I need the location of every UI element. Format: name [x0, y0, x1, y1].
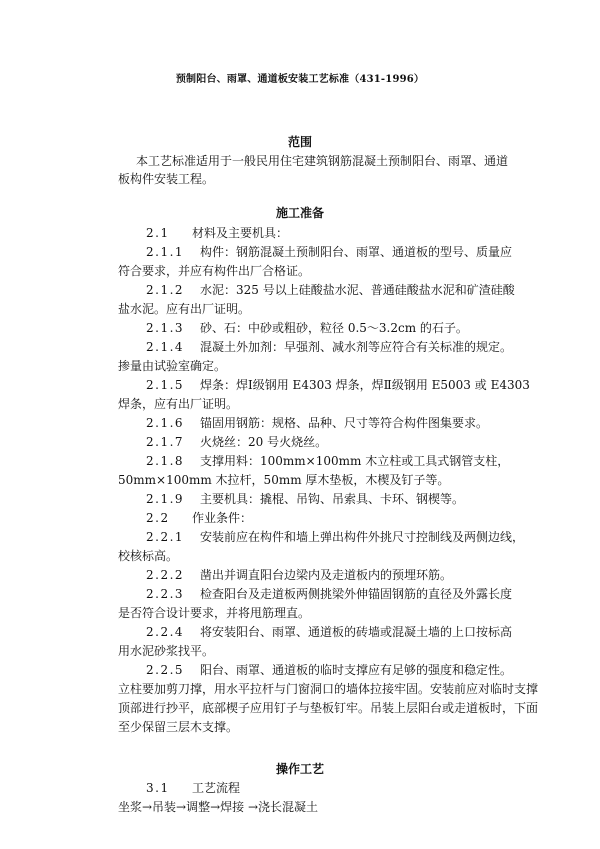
clause-number: 2.1.8: [146, 454, 185, 468]
clause-line: [146, 624, 512, 640]
clause-text: 凿出并调直阳台边梁内及走道板内的预埋环筋。: [200, 568, 453, 582]
section-heading-operation: 操作工艺: [275, 762, 324, 776]
clause-number: 2.2.3: [146, 587, 185, 601]
clause-line: [146, 529, 524, 545]
section-heading-scope: 范围: [287, 135, 312, 149]
clause-line: [146, 491, 464, 507]
clause-number: 2.1.6: [146, 416, 185, 430]
clause-number: 2.2.2: [146, 568, 185, 582]
clause-line: [146, 780, 240, 796]
clause-number: 2.2: [146, 511, 170, 525]
clause-continuation: 盐水泥。应有出厂证明。: [118, 302, 251, 316]
clause-line: [146, 244, 512, 260]
clause-number: 2.1.2: [146, 283, 185, 297]
clause-text: 火烧丝：20 号火烧丝。: [200, 435, 328, 449]
clause-text: 材料及主要机具：: [192, 226, 289, 240]
clause-number: 2.1.5: [146, 378, 185, 392]
clause-continuation: 掺量由试验室确定。: [118, 359, 227, 373]
clause-line: [146, 662, 512, 678]
clause-line: [146, 415, 488, 431]
clause-text: 将安装阳台、雨罩、通道板的砖墙或混凝土墙的上口按标高: [200, 625, 513, 639]
clause-line: [146, 453, 509, 469]
paragraph-line: 本工艺标准适用于一般民用住宅建筑钢筋混凝土预制阳台、雨罩、通道: [136, 154, 509, 168]
clause-continuation: 至少保留三层木支撑。: [118, 720, 239, 734]
clause-line: [146, 377, 530, 393]
clause-continuation: 符合要求，并应有构件出厂合格证。: [118, 264, 311, 278]
clause-line: [146, 225, 288, 241]
clause-continuation: 50mm×100mm 木拉杆，50mm 厚木垫板，木楔及钉子等。: [118, 473, 450, 487]
clause-line: [146, 510, 252, 526]
clause-text: 检查阳台及走道板两侧挑梁外伸锚固钢筋的直径及外露长度: [200, 587, 513, 601]
paragraph-line: 板构件安装工程。: [118, 172, 215, 186]
clause-continuation: 是否符合设计要求，并将甩筋理直。: [118, 606, 311, 620]
clause-number: 3.1: [146, 781, 170, 795]
process-flow: 坐浆→吊装→调整→焊接 →浇长混凝土: [118, 800, 319, 814]
clause-line: [146, 320, 468, 336]
document-title: 预制阳台、雨罩、通道板安装工艺标准（431-1996）: [175, 74, 425, 85]
clause-continuation: 顶部进行抄平，底部楔子应用钉子与垫板钉牢。吊装上层阳台或走道板时，下面: [118, 701, 539, 715]
clause-number: 2.2.4: [146, 625, 185, 639]
clause-text: 阳台、雨罩、通道板的临时支撑应有足够的强度和稳定性。: [200, 663, 513, 677]
clause-line: [146, 282, 515, 298]
section-heading-preparation: 施工准备: [275, 206, 324, 220]
clause-text: 安装前应在构件和墙上弹出构件外挑尺寸控制线及两侧边线，: [200, 530, 525, 544]
clause-number: 2.2.1: [146, 530, 185, 544]
clause-line: [146, 567, 452, 583]
clause-number: 2.2.5: [146, 663, 185, 677]
clause-continuation: 校核标高。: [118, 549, 179, 563]
clause-text: 锚固用钢筋：规格、品种、尺寸等符合构件图集要求。: [200, 416, 489, 430]
clause-text: 构件：钢筋混凝土预制阳台、雨罩、通道板的型号、质量应: [200, 245, 513, 259]
clause-continuation: 用水泥砂浆找平。: [118, 644, 215, 658]
clause-number: 2.1: [146, 226, 170, 240]
clause-text: 工艺流程: [192, 781, 241, 795]
clause-text: 焊条：焊Ⅰ级钢用 E4303 焊条，焊Ⅱ级钢用 E5003 或 E4303: [200, 378, 530, 392]
clause-line: [146, 434, 327, 450]
clause-text: 作业条件：: [192, 511, 253, 525]
clause-text: 砂、石：中砂或粗砂，粒径 0.5～3.2cm 的石子。: [200, 321, 468, 335]
clause-text: 水泥：325 号以上硅酸盐水泥、普通硅酸盐水泥和矿渣硅酸: [200, 283, 515, 297]
clause-text: 支撑用料：100mm×100mm 木立柱或工具式钢管支柱，: [200, 454, 510, 468]
clause-text: 混凝土外加剂：早强剂、减水剂等应符合有关标准的规定。: [200, 340, 513, 354]
clause-number: 2.1.3: [146, 321, 185, 335]
clause-continuation: 焊条，应有出厂证明。: [118, 397, 239, 411]
clause-number: 2.1.4: [146, 340, 185, 354]
clause-line: [146, 586, 512, 602]
clause-text: 主要机具：撬棍、吊钩、吊索具、卡环、钢楔等。: [200, 492, 465, 506]
clause-number: 2.1.9: [146, 492, 185, 506]
clause-line: [146, 339, 512, 355]
clause-continuation: 立柱要加剪刀撑，用水平拉杆与门窗洞口的墙体拉接牢固。安装前应对临时支撑: [118, 682, 539, 696]
clause-number: 2.1.1: [146, 245, 185, 259]
clause-number: 2.1.7: [146, 435, 185, 449]
